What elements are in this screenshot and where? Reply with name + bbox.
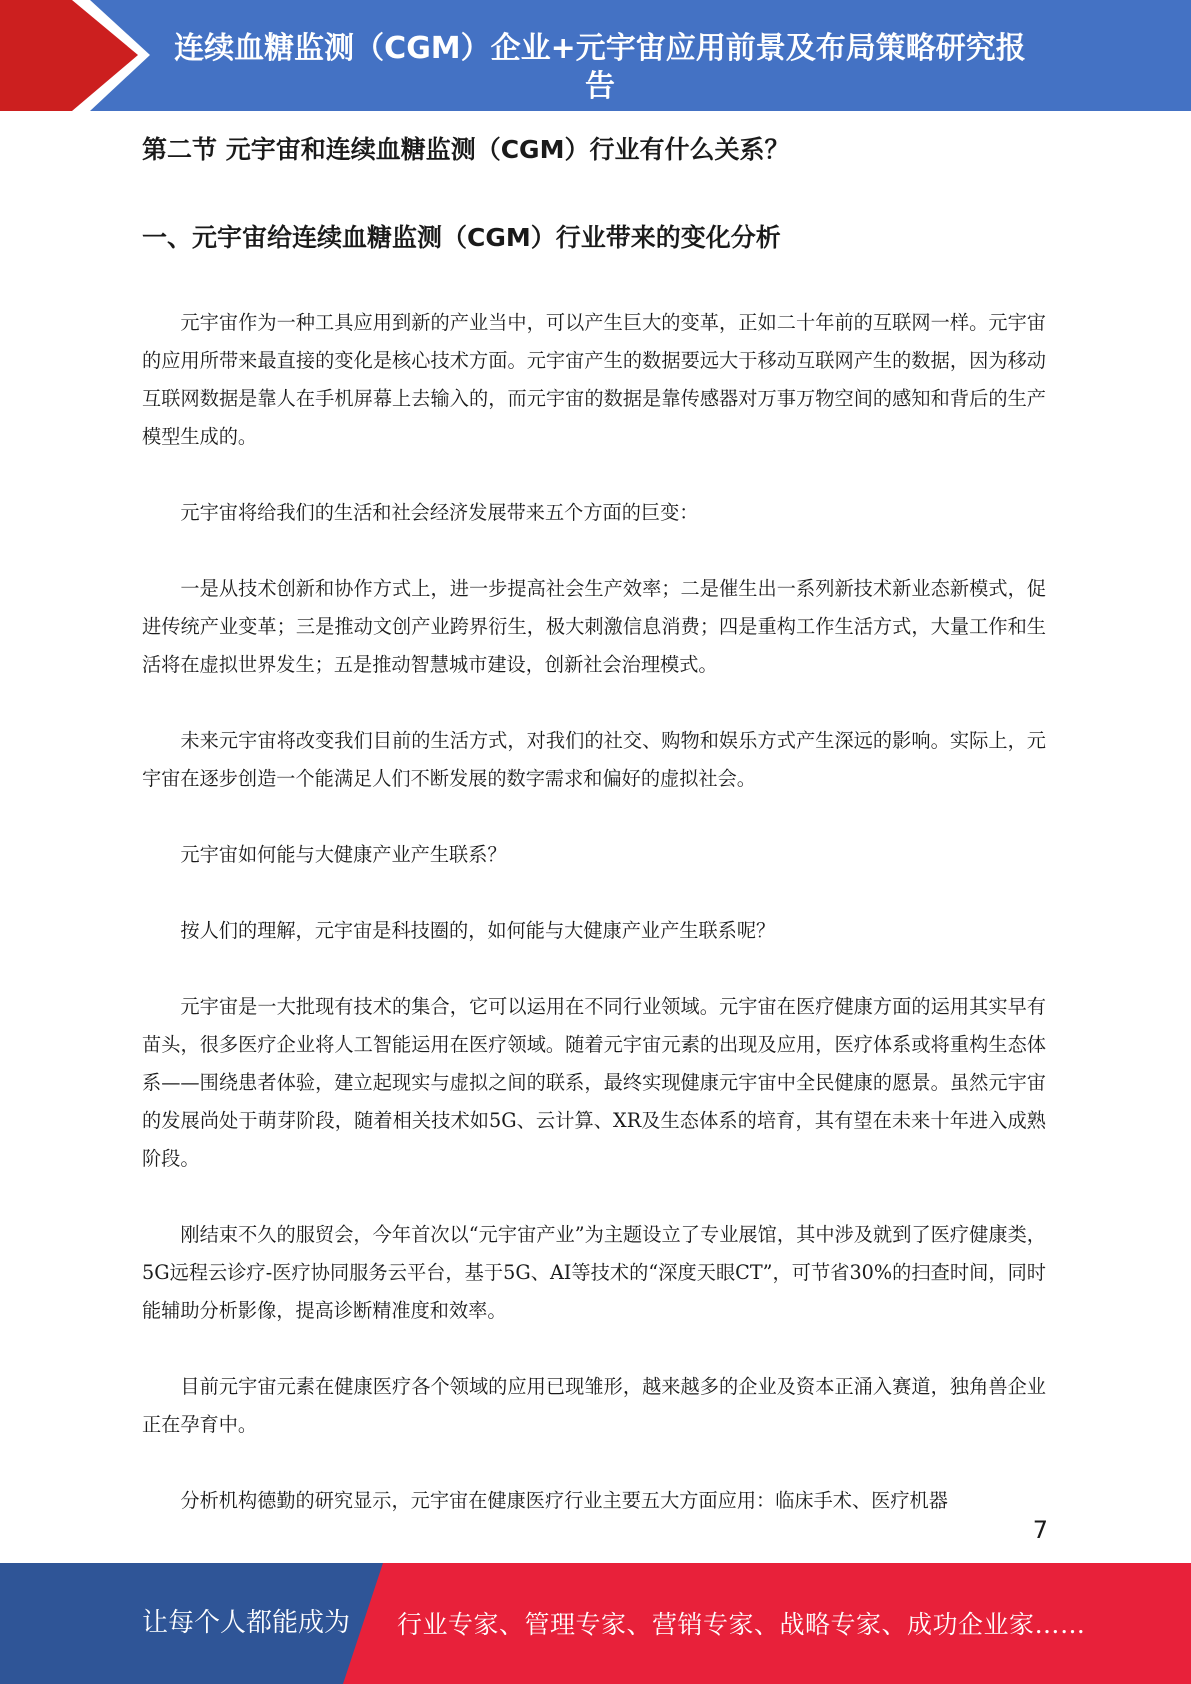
paragraph: 元宇宙将给我们的生活和社会经济发展带来五个方面的巨变： (180, 501, 699, 524)
paragraph: 按人们的理解，元宇宙是科技圈的，如何能与大健康产业产生联系呢？ (180, 919, 776, 942)
report-title: 连续血糖监测（CGM）企业+元宇宙应用前景及布局策略研究报告 (174, 31, 1026, 104)
section-heading: 第二节 元宇宙和连续血糖监测（CGM）行业有什么关系？ (142, 135, 790, 164)
paragraph: 刚结束不久的服贸会，今年首次以“元宇宙产业”为主题设立了专业展馆，其中涉及就到了医疗健康类，5G远程云诊疗-医疗协同服务云平台，基于5G、AI等技术的“深度天眼CT”，可节省30%的扫查时间，同时能辅助分析影像，提高诊断精准度和效率。 (142, 1223, 1046, 1322)
document-body (142, 126, 1046, 1558)
paragraph: 目前元宇宙元素在健康医疗各个领域的应用已现雏形，越来越多的企业及资本正涌入赛道，独角兽企业正在孕育中。 (142, 1375, 1046, 1436)
paragraph: 元宇宙是一大批现有技术的集合，它可以运用在不同行业领域。元宇宙在医疗健康方面的运用其实早有苗头，很多医疗企业将人工智能运用在医疗领域。随着元宇宙元素的出现及应用，医疗体系或将重构生态体系——围绕患者体验，建立起现实与虚拟之间的联系，最终实现健康元宇宙中全民健康的愿景。虽然元宇宙的发展尚处于萌芽阶段，随着相关技术如5G、云计算、XR及生态体系的培育，其有望在未来十年进入成熟阶段。 (142, 995, 1046, 1170)
paragraph: 未来元宇宙将改变我们目前的生活方式，对我们的社交、购物和娱乐方式产生深远的影响。实际上，元宇宙在逐步创造一个能满足人们不断发展的数字需求和偏好的虚拟社会。 (142, 729, 1046, 790)
chevron-shape (0, 0, 138, 111)
header-banner (0, 0, 1191, 111)
paragraph: 元宇宙作为一种工具应用到新的产业当中，可以产生巨大的变革，正如二十年前的互联网一样。元宇宙的应用所带来最直接的变化是核心技术方面。元宇宙产生的数据要远大于移动互联网产生的数据，因为移动互联网数据是靠人在手机屏幕上去输入的，而元宇宙的数据是靠传感器对万事万物空间的感知和背后的生产模型生成的。 (142, 311, 1046, 448)
footer-slogan-right: 行业专家、管理专家、营销专家、战略专家、成功企业家…… (397, 1610, 1086, 1639)
paragraph: 分析机构德勤的研究显示，元宇宙在健康医疗行业主要五大方面应用：临床手术、医疗机器 (180, 1489, 948, 1512)
footer-banner (0, 1563, 1191, 1684)
subsection-heading: 一、元宇宙给连续血糖监测（CGM）行业带来的变化分析 (142, 223, 781, 252)
footer-slogan-left: 让每个人都能成为 (142, 1608, 351, 1638)
page-number: 7 (1032, 1516, 1048, 1544)
paragraph: 元宇宙如何能与大健康产业产生联系？ (180, 843, 507, 866)
paragraph: 一是从技术创新和协作方式上，进一步提高社会生产效率；二是催生出一系列新技术新业态新模式，促进传统产业变革；三是推动文创产业跨界衍生，极大刺激信息消费；四是重构工作生活方式，大量工作和生活将在虚拟世界发生；五是推动智慧城市建设，创新社会治理模式。 (142, 577, 1046, 676)
